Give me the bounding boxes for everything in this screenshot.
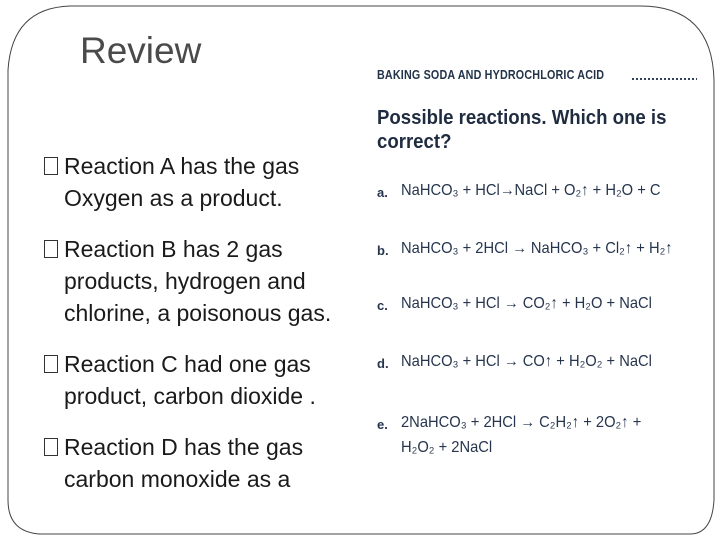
bullet-reaction-d (44, 431, 354, 495)
bullet-reaction-b (44, 233, 354, 329)
bullet-text: Reaction A has the gas Oxygen as a product. (64, 153, 300, 211)
option-equation: NaHCO₃ + 2HCl → NaHCO₃ + Cl₂↑ + H₂↑ (401, 240, 673, 257)
square-box-icon (44, 240, 58, 258)
option-letter: b. (377, 243, 389, 258)
square-box-icon (44, 157, 58, 175)
option-letter: c. (377, 298, 388, 313)
option-letter: e. (377, 417, 388, 432)
panel-question: Possible reactions. Which one is correct? (377, 107, 667, 153)
option-letter: d. (377, 356, 389, 371)
bullet-text: Reaction D has the gas carbon monoxide as a (64, 434, 304, 492)
option-letter: a. (377, 185, 388, 200)
bullet-text: Reaction C had one gas product, carbon dioxide . (64, 351, 316, 409)
bullet-reaction-a (44, 150, 354, 214)
option-equation: 2NaHCO₃ + 2HCl → C₂H₂↑ + 2O₂↑ + (401, 414, 642, 431)
square-box-icon (44, 355, 58, 373)
dotted-rule (631, 78, 697, 80)
slide-title: Review (80, 30, 202, 71)
square-box-icon (44, 438, 58, 456)
option-equation: NaHCO₃ + HCl→NaCl + O₂↑ + H₂O + C (401, 182, 661, 199)
option-equation: NaHCO₃ + HCl → CO₂↑ + H₂O + NaCl (401, 295, 652, 312)
option-equation-continued: H₂O₂ + 2NaCl (401, 439, 493, 456)
bullet-reaction-c (44, 348, 354, 412)
bullet-text: Reaction B has 2 gas products, hydrogen and chlorine, a poisonous gas. (64, 236, 332, 326)
panel-header: BAKING SODA AND HYDROCHLORIC ACID (377, 68, 605, 82)
bullet-list (44, 150, 354, 495)
option-equation: NaHCO₃ + HCl → CO↑ + H₂O₂ + NaCl (401, 353, 652, 370)
reaction-image-panel (377, 68, 707, 456)
